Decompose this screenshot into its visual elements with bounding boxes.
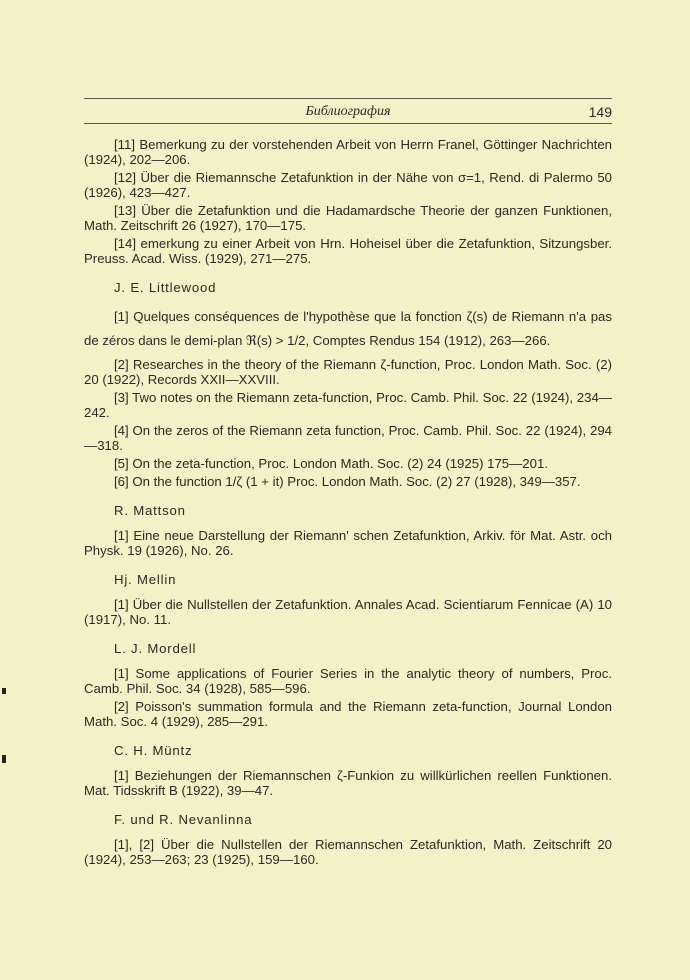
bib-entry: [1] Beziehungen der Riemannschen ζ-Funkion zu willkürlichen reellen Funktionen. Mat. Tidsskrift B (1922), 39—47. <box>84 768 612 798</box>
bib-entry: [5] On the zeta-function, Proc. London Math. Soc. (2) 24 (1925) 175—201. <box>114 456 548 471</box>
running-head: Библиография <box>305 104 391 119</box>
bib-entry: [12] Über die Riemannsche Zetafunktion in der Nähe von σ=1, Rend. di Palermo 50 (1926), 423—427. <box>84 170 612 200</box>
bib-entry: [4] On the zeros of the Riemann zeta function, Proc. Camb. Phil. Soc. 22 (1924), 294—318. <box>84 423 612 453</box>
bib-entry: [1] Eine neue Darstellung der Riemann' schen Zetafunktion, Arkiv. för Mat. Astr. och Physk. 19 (1926), No. 26. <box>84 528 612 558</box>
header-rule-top <box>84 98 612 99</box>
bib-entry: [1] Some applications of Fourier Series in the analytic theory of numbers, Proc. Camb. Phil. Soc. 34 (1928), 585—596. <box>84 666 612 696</box>
author-heading: Hj. Mellin <box>114 572 177 587</box>
scan-mark <box>2 688 6 694</box>
author-heading: L. J. Mordell <box>114 641 197 656</box>
bibliography-content <box>84 137 612 870</box>
bib-entry: [2] Poisson's summation formula and the Riemann zeta-function, Journal London Math. Soc. 4 (1929), 285—291. <box>84 699 612 729</box>
header-rule-bottom <box>84 123 612 124</box>
bib-entry: [1] Quelques conséquences de l'hypothèse que la fonction ζ(s) de Riemann n'a pas de zéros dans le demi-plan ℜ(s) > 1/2, Comptes Rendus 154 (1912), 263—266. <box>84 309 612 348</box>
scan-mark <box>2 755 6 763</box>
author-heading: R. Mattson <box>114 503 186 518</box>
bib-entry: [11] Bemerkung zu der vorstehenden Arbeit von Herrn Franel, Göttinger Nachrichten (1924), 202—206. <box>84 137 612 167</box>
bib-entry: [2] Researches in the theory of the Riemann ζ-function, Proc. London Math. Soc. (2) 20 (1922), Records XXII—XXVIII. <box>84 357 612 387</box>
bib-entry: [6] On the function 1/ζ (1 + it) Proc. London Math. Soc. (2) 27 (1928), 349—357. <box>114 474 581 489</box>
author-heading: J. E. Littlewood <box>114 280 217 295</box>
bib-entry: [14] emerkung zu einer Arbeit von Hrn. Hoheisel über die Zetafunktion, Sitzungsber. Preuss. Acad. Wiss. (1929), 271—275. <box>84 236 612 266</box>
author-heading: C. H. Müntz <box>114 743 193 758</box>
page-number: 149 <box>588 104 612 120</box>
bib-entry: [1] Über die Nullstellen der Zetafunktion. Annales Acad. Scientiarum Fennicae (A) 10 (1917), No. 11. <box>84 597 612 627</box>
bib-entry: [1], [2] Über die Nullstellen der Riemannschen Zetafunktion, Math. Zeitschrift 20 (1924), 253—263; 23 (1925), 159—160. <box>84 837 612 867</box>
bib-entry: [13] Über die Zetafunktion und die Hadamardsche Theorie der ganzen Funktionen, Math. Zeitschrift 26 (1927), 170—175. <box>84 203 612 233</box>
author-heading: F. und R. Nevanlinna <box>114 812 253 827</box>
bib-entry: [3] Two notes on the Riemann zeta-function, Proc. Camb. Phil. Soc. 22 (1924), 234—242. <box>84 390 612 420</box>
